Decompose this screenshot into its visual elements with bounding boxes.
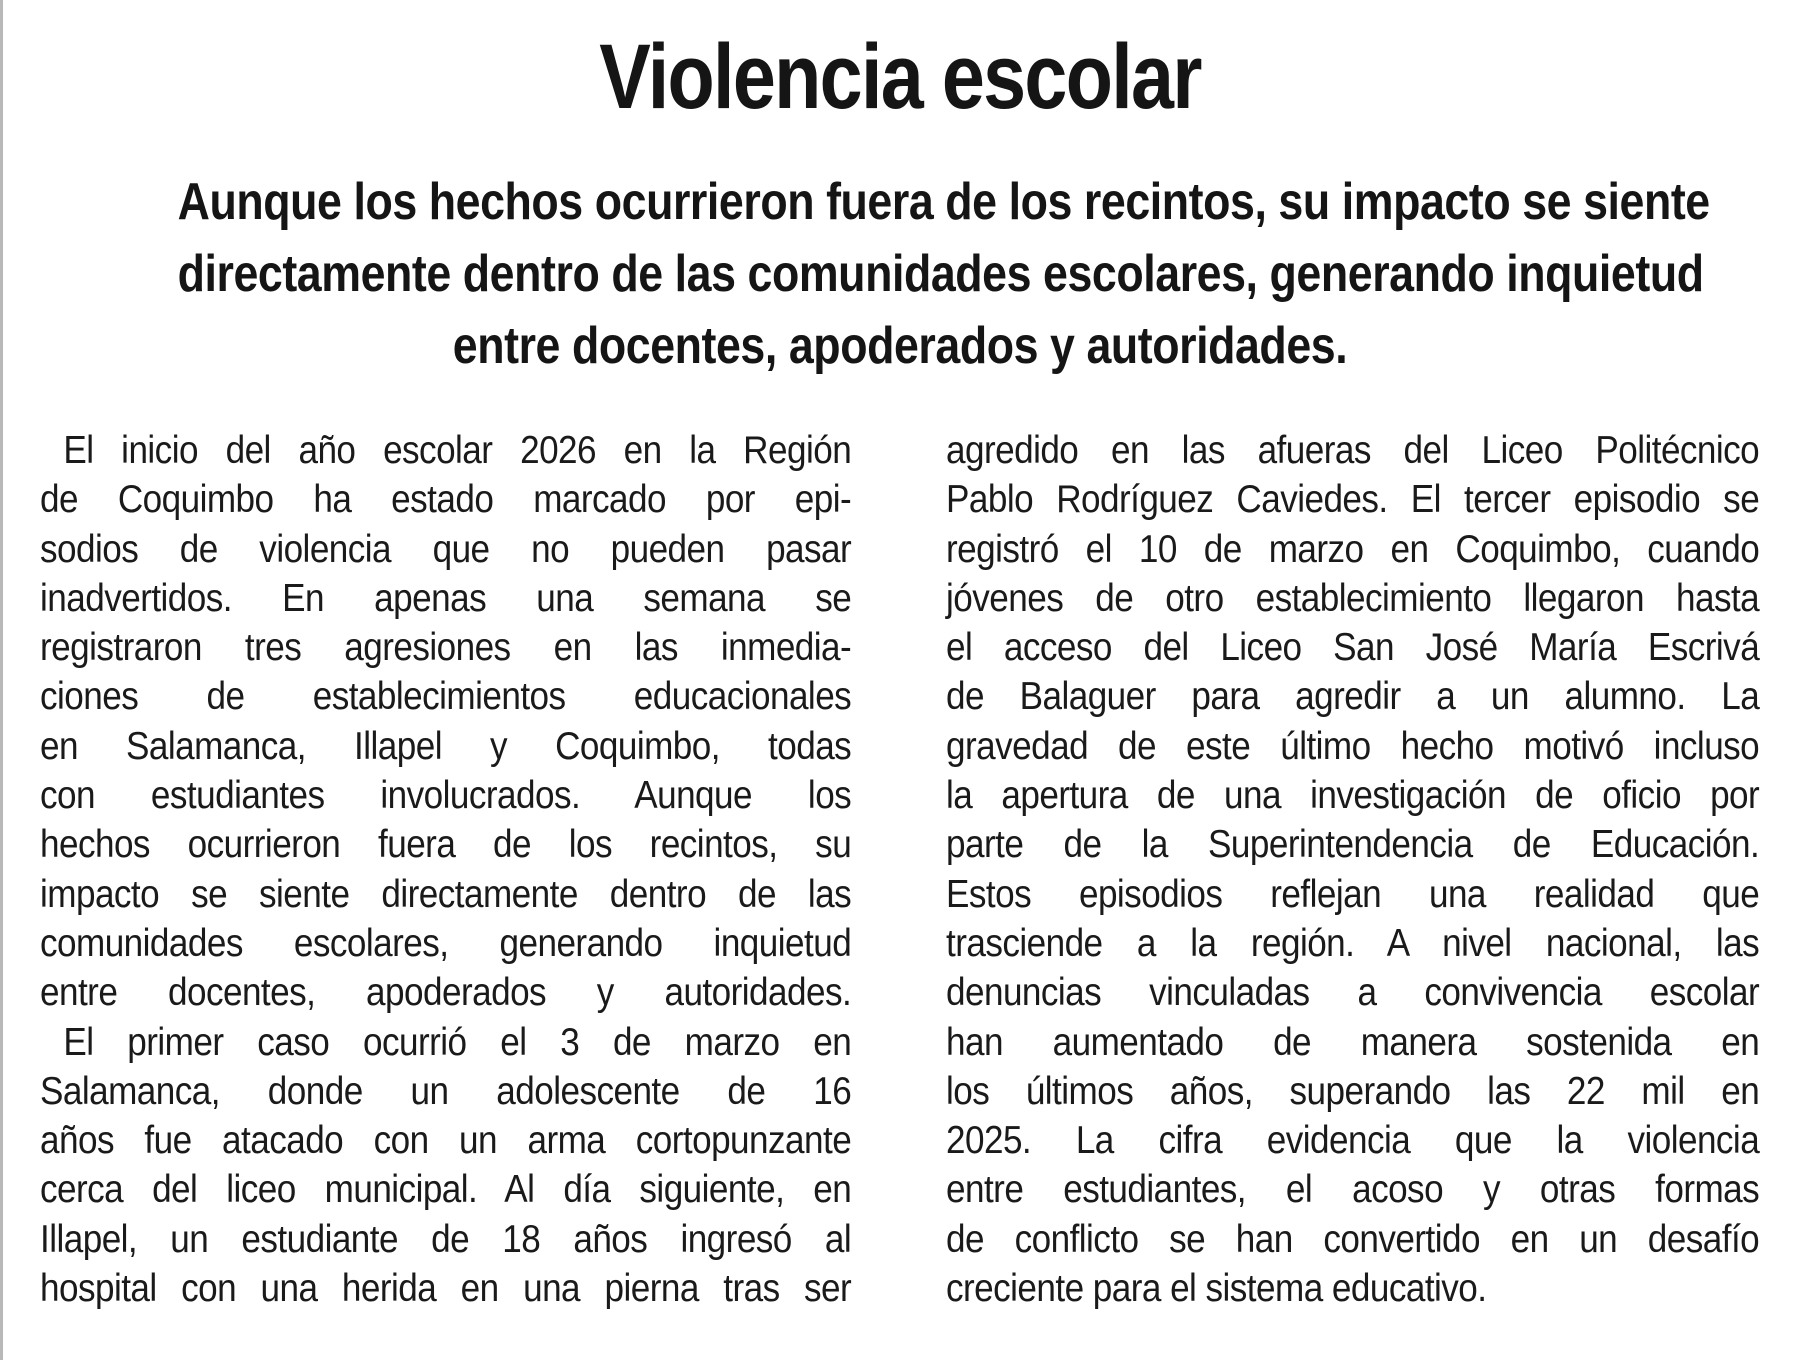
body-line: hospital con una herida en una pierna tras ser bbox=[40, 1267, 852, 1311]
body-line: de conflicto se han convertido en un desafío bbox=[946, 1217, 1760, 1261]
body-line: El inicio del año escolar 2026 en la Región bbox=[63, 429, 852, 472]
body-line: Illapel, un estudiante de 18 años ingresó al bbox=[40, 1217, 852, 1261]
article-deck bbox=[60, 166, 1740, 382]
deck-line: Aunque los hechos ocurrieron fuera de los recintos, su impacto se siente bbox=[177, 173, 1710, 231]
body-line: parte de la Superintendencia de Educación. bbox=[946, 823, 1760, 867]
body-line: registró el 10 de marzo en Coquimbo, cuando bbox=[946, 527, 1760, 571]
article-headline: Violencia escolar bbox=[599, 26, 1201, 128]
body-line: agredido en las afueras del Liceo Politécnico bbox=[946, 429, 1760, 472]
body-line: comunidades escolares, generando inquietud bbox=[40, 921, 852, 965]
body-line: denuncias vinculadas a convivencia escolar bbox=[946, 971, 1760, 1015]
body-line: Estos episodios reflejan una realidad que bbox=[946, 872, 1760, 916]
body-line: la apertura de una investigación de oficio por bbox=[946, 774, 1760, 818]
body-line: entre docentes, apoderados y autoridades. bbox=[40, 971, 852, 1015]
deck-line: entre docentes, apoderados y autoridades. bbox=[452, 317, 1348, 375]
body-column-right bbox=[946, 426, 1760, 1313]
body-line: sodios de violencia que no pueden pasar bbox=[40, 527, 852, 571]
body-line: trasciende a la región. A nivel nacional, las bbox=[946, 921, 1760, 965]
body-line: inadvertidos. En apenas una semana se bbox=[40, 576, 852, 620]
body-column-left bbox=[40, 426, 852, 1313]
body-line: hechos ocurrieron fuera de los recintos, su bbox=[40, 823, 852, 867]
body-line: entre estudiantes, el acoso y otras formas bbox=[946, 1168, 1760, 1212]
body-line: El primer caso ocurrió el 3 de marzo en bbox=[63, 1020, 852, 1064]
body-line: ciones de establecimientos educacionales bbox=[40, 675, 852, 719]
body-line: de Balaguer para agredir a un alumno. La bbox=[946, 675, 1760, 719]
body-line: el acceso del Liceo San José María Escrivá bbox=[946, 626, 1760, 670]
page-left-border bbox=[0, 0, 3, 1360]
body-line: Pablo Rodríguez Caviedes. El tercer episodio se bbox=[946, 478, 1760, 522]
body-line: de Coquimbo ha estado marcado por epi- bbox=[40, 478, 852, 522]
body-line: con estudiantes involucrados. Aunque los bbox=[40, 774, 852, 818]
body-line: han aumentado de manera sostenida en bbox=[946, 1020, 1760, 1064]
body-line: creciente para el sistema educativo. bbox=[946, 1267, 1487, 1311]
body-line: registraron tres agresiones en las inmedia- bbox=[40, 626, 852, 670]
body-line: los últimos años, superando las 22 mil en bbox=[946, 1069, 1760, 1113]
body-line: cerca del liceo municipal. Al día siguiente, en bbox=[40, 1168, 852, 1212]
body-line: gravedad de este último hecho motivó incluso bbox=[946, 724, 1760, 768]
body-line: 2025. La cifra evidencia que la violencia bbox=[946, 1119, 1760, 1163]
body-line: jóvenes de otro establecimiento llegaron hasta bbox=[946, 576, 1760, 620]
body-line: años fue atacado con un arma cortopunzante bbox=[40, 1119, 852, 1163]
deck-line: directamente dentro de las comunidades escolares, generando inquietud bbox=[177, 245, 1704, 303]
body-line: en Salamanca, Illapel y Coquimbo, todas bbox=[40, 724, 852, 768]
body-line: impacto se siente directamente dentro de las bbox=[40, 872, 852, 916]
body-line: Salamanca, donde un adolescente de 16 bbox=[40, 1069, 852, 1113]
